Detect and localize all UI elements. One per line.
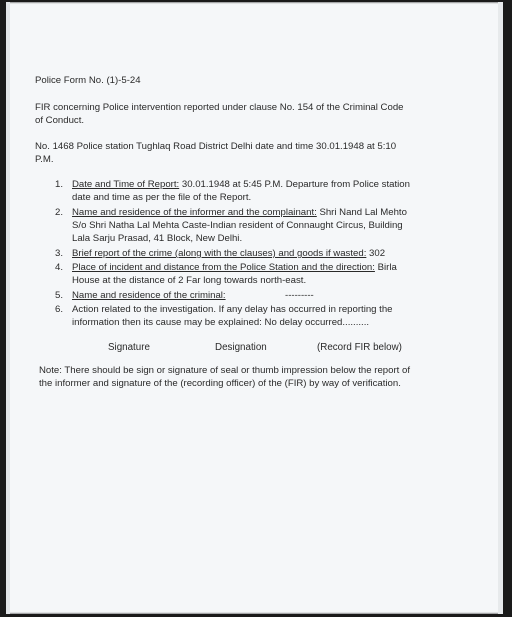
- item-text: 302: [366, 248, 386, 259]
- item-text: 30.01.1948 at 5:45 P.M. Departure from Police station: [179, 179, 410, 190]
- item-1-line-2: date and time as per the file of the Report.: [72, 192, 252, 203]
- item-1-line-1: [72, 179, 410, 192]
- note-line-1: Note: There should be sign or signature of seal or thumb impression below the report of: [39, 365, 410, 376]
- item-heading: Date and Time of Report:: [72, 179, 180, 190]
- document-page: [6, 2, 503, 614]
- note-line-2: the informer and signature of the (recording officer) of the (FIR) by way of verification.: [39, 378, 401, 389]
- intro-line-2: of Conduct.: [35, 115, 85, 126]
- station-line-1: No. 1468 Police station Tughlaq Road District Delhi date and time 30.01.1948 at 5:10: [35, 141, 397, 152]
- form-number: Police Form No. (1)-5-24: [35, 75, 141, 86]
- item-4-line-1: [72, 262, 397, 275]
- page-edge-shadow: [498, 2, 503, 614]
- item-5-blank: ---------: [285, 290, 314, 301]
- item-number: 6.: [55, 304, 64, 315]
- page-edge-shadow: [6, 2, 10, 614]
- item-number: 3.: [55, 248, 64, 259]
- item-4-line-2: House at the distance of 2 Far long towards north-east.: [72, 275, 307, 286]
- record-fir-label: (Record FIR below): [317, 342, 402, 353]
- item-number: 1.: [55, 179, 64, 190]
- item-6-line-2: information then its cause may be explained: No delay occurred..........: [72, 317, 370, 328]
- item-2-line-3: Lala Sarju Prasad, 41 Block, New Delhi.: [72, 233, 243, 244]
- item-number: 2.: [55, 207, 64, 218]
- item-heading: Name and residence of the criminal:: [72, 290, 226, 301]
- station-line-2: P.M.: [35, 154, 54, 165]
- item-heading: Name and residence of the informer and the complainant:: [72, 207, 317, 218]
- item-heading: Place of incident and distance from the Police Station and the direction:: [72, 262, 375, 273]
- item-5-line-1: [72, 290, 226, 303]
- item-2-line-1: [72, 207, 407, 220]
- item-text: Birla: [374, 262, 397, 273]
- item-number: 4.: [55, 262, 64, 273]
- item-number: 5.: [55, 290, 64, 301]
- signature-label: Signature: [108, 342, 150, 353]
- designation-label: Designation: [215, 342, 267, 353]
- item-3-line-1: [72, 248, 385, 261]
- item-heading: Brief report of the crime (along with the clauses) and goods if wasted:: [72, 248, 367, 259]
- item-2-line-2: S/o Shri Natha Lal Mehta Caste-Indian resident of Connaught Circus, Building: [72, 220, 403, 231]
- item-6-line-1: Action related to the investigation. If any delay has occurred in reporting the: [72, 304, 393, 315]
- intro-line-1: FIR concerning Police intervention reported under clause No. 154 of the Criminal Code: [35, 102, 404, 113]
- item-text: Shri Nand Lal Mehto: [316, 207, 407, 218]
